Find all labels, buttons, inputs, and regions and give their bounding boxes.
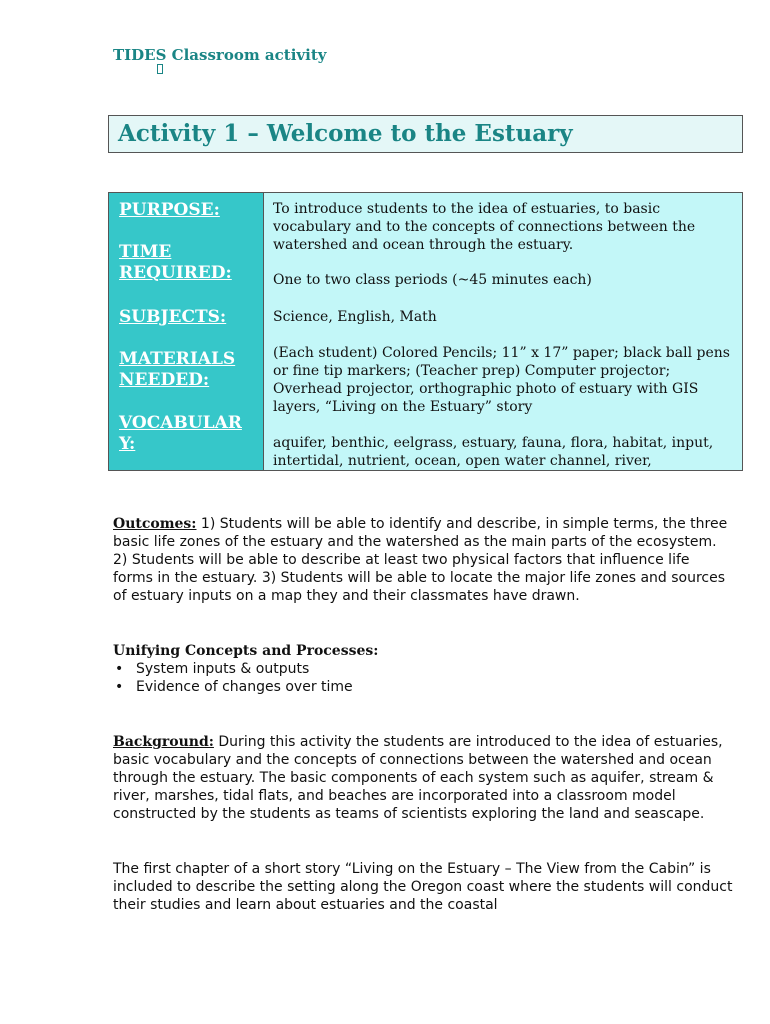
materials-needed-value: (Each student) Colored Pencils; 11” x 17” paper; black ball pens or fine tip markers; (Teacher prep) Computer projector; Overhead projector, orthographic photo of estuary with GIS layers, “Living on the Estuary” story	[273, 345, 730, 415]
subjects-value: Science, English, Math	[273, 309, 437, 325]
outcomes-label: Outcomes:	[113, 516, 197, 532]
unifying-concepts-heading: Unifying Concepts and Processes:	[113, 643, 379, 659]
background-text: During this activity the students are introduced to the idea of estuaries, basic vocabulary and the concepts of connections between the watershed and ocean through the estuary. The basic components of each system such as aquifer, stream & river, marshes, tidal flats, and beaches are incorporated into a classroom model constructed by the students as teams of scientists exploring the land and seascape.	[113, 734, 723, 822]
time-required-label: TIME REQUIRED:	[119, 242, 232, 283]
vocabulary-label: VOCABULARY:	[119, 413, 242, 454]
vocabulary-value: aquifer, benthic, eelgrass, estuary, fauna, flora, habitat, input, intertidal, nutrient, ocean, open water channel, river,	[273, 435, 714, 469]
background-paragraph	[113, 733, 733, 823]
document-header: TIDES Classroom activity	[113, 46, 327, 64]
purpose-value: To introduce students to the idea of estuaries, to basic vocabulary and to the concepts of connections between the watershed and ocean through the estuary.	[273, 201, 696, 253]
subjects-label: SUBJECTS:	[119, 307, 227, 327]
background-label: Background:	[113, 734, 214, 750]
list-item: • System inputs & outputs	[113, 660, 733, 678]
story-paragraph: The first chapter of a short story “Living on the Estuary – The View from the Cabin” is included to describe the setting along the Oregon coast where the students will conduct their studies and learn about estuaries and the coastal	[113, 861, 733, 913]
purpose-label: PURPOSE:	[119, 200, 220, 220]
list-item: • Evidence of changes over time	[113, 678, 733, 696]
info-values-column	[264, 193, 742, 470]
unifying-concepts-section	[113, 642, 733, 696]
placeholder-glyph-icon	[157, 64, 163, 74]
outcomes-paragraph	[113, 515, 733, 605]
materials-needed-label: MATERIALS NEEDED:	[119, 349, 236, 390]
activity-info-table	[108, 192, 743, 471]
activity-title: Activity 1 – Welcome to the Estuary	[118, 120, 573, 147]
outcomes-text: 1) Students will be able to identify and describe, in simple terms, the three basic life zones of the estuary and the watershed as the main parts of the ecosystem. 2) Students will be able to describe at least two physical factors that influence life forms in the estuary. 3) Students will be able to locate the major life zones and sources of estuary inputs on a map they and their classmates have drawn.	[113, 516, 728, 604]
time-required-value: One to two class periods (~45 minutes each)	[273, 272, 592, 288]
activity-title-box	[108, 115, 743, 153]
info-labels-column	[109, 193, 264, 470]
unifying-concepts-list	[113, 660, 733, 696]
